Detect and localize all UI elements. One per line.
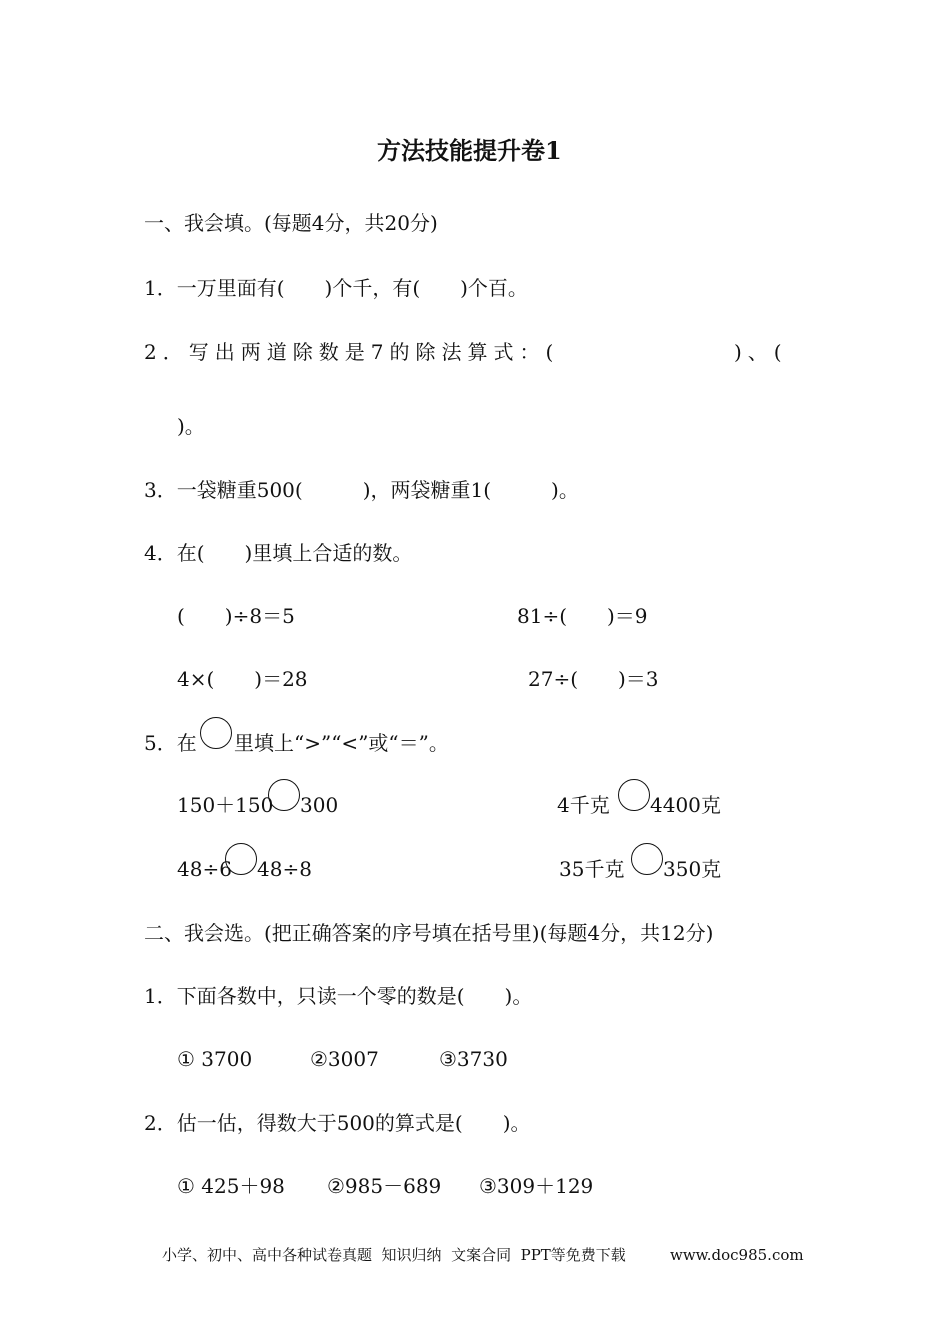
- q5-item-3-right: 48÷8: [257, 857, 312, 881]
- q5-item-1-right: 300: [300, 793, 339, 817]
- q4-item-1: ( )÷8＝5: [177, 604, 295, 628]
- compare-circle-icon[interactable]: [631, 843, 663, 875]
- q2-2-option-3: ③309＋129: [479, 1174, 594, 1198]
- q4-item-3: 4×( )＝28: [177, 667, 308, 691]
- q2-1-option-2: ②3007: [310, 1047, 379, 1071]
- question-1-2-mid: )、(: [734, 340, 788, 364]
- q2-1-option-3: ③3730: [439, 1047, 508, 1071]
- q5-item-4-right: 350克: [663, 857, 722, 881]
- page-title: 方法技能提升卷1: [377, 136, 562, 165]
- question-1-5-prefix: 5．在: [144, 731, 197, 755]
- question-1-2-end: )。: [177, 414, 205, 438]
- q5-item-4-left: 35千克: [559, 857, 625, 881]
- q5-item-1-left: 150＋150: [177, 793, 274, 817]
- footer-text: 小学、初中、高中各种试卷真题 知识归纳 文案合同 PPT等免费下载: [162, 1246, 626, 1264]
- question-1-2: 2．写出两道除数是7的除法算式：(: [144, 340, 560, 364]
- footer-url[interactable]: www.doc985.com: [670, 1246, 804, 1264]
- q2-2-option-2: ②985－689: [327, 1174, 442, 1198]
- q5-item-3-left: 48÷6: [177, 857, 232, 881]
- section1-heading: 一、我会填。(每题4分，共20分): [144, 211, 438, 235]
- question-1-4: 4．在( )里填上合适的数。: [144, 541, 413, 565]
- question-2-1: 1．下面各数中，只读一个零的数是( )。: [144, 984, 533, 1008]
- q4-item-4: 27÷( )＝3: [528, 667, 659, 691]
- question-1-5-suffix: 里填上“>”“<”或“＝”。: [234, 731, 449, 755]
- compare-circle-icon[interactable]: [225, 843, 257, 875]
- q5-item-2-left: 4千克: [557, 793, 610, 817]
- q2-1-option-1: ① 3700: [177, 1047, 253, 1071]
- q4-item-2: 81÷( )＝9: [517, 604, 648, 628]
- question-2-2: 2．估一估，得数大于500的算式是( )。: [144, 1111, 531, 1135]
- question-1-1: 1．一万里面有( )个千，有( )个百。: [144, 276, 528, 300]
- section2-heading: 二、我会选。(把正确答案的序号填在括号里)(每题4分，共12分): [144, 921, 714, 945]
- question-1-3: 3．一袋糖重500( )，两袋糖重1( )。: [144, 478, 579, 502]
- q5-item-2-right: 4400克: [650, 793, 721, 817]
- compare-circle-icon[interactable]: [618, 779, 650, 811]
- compare-circle-icon: [200, 717, 232, 749]
- compare-circle-icon[interactable]: [268, 779, 300, 811]
- q2-2-option-1: ① 425＋98: [177, 1174, 285, 1198]
